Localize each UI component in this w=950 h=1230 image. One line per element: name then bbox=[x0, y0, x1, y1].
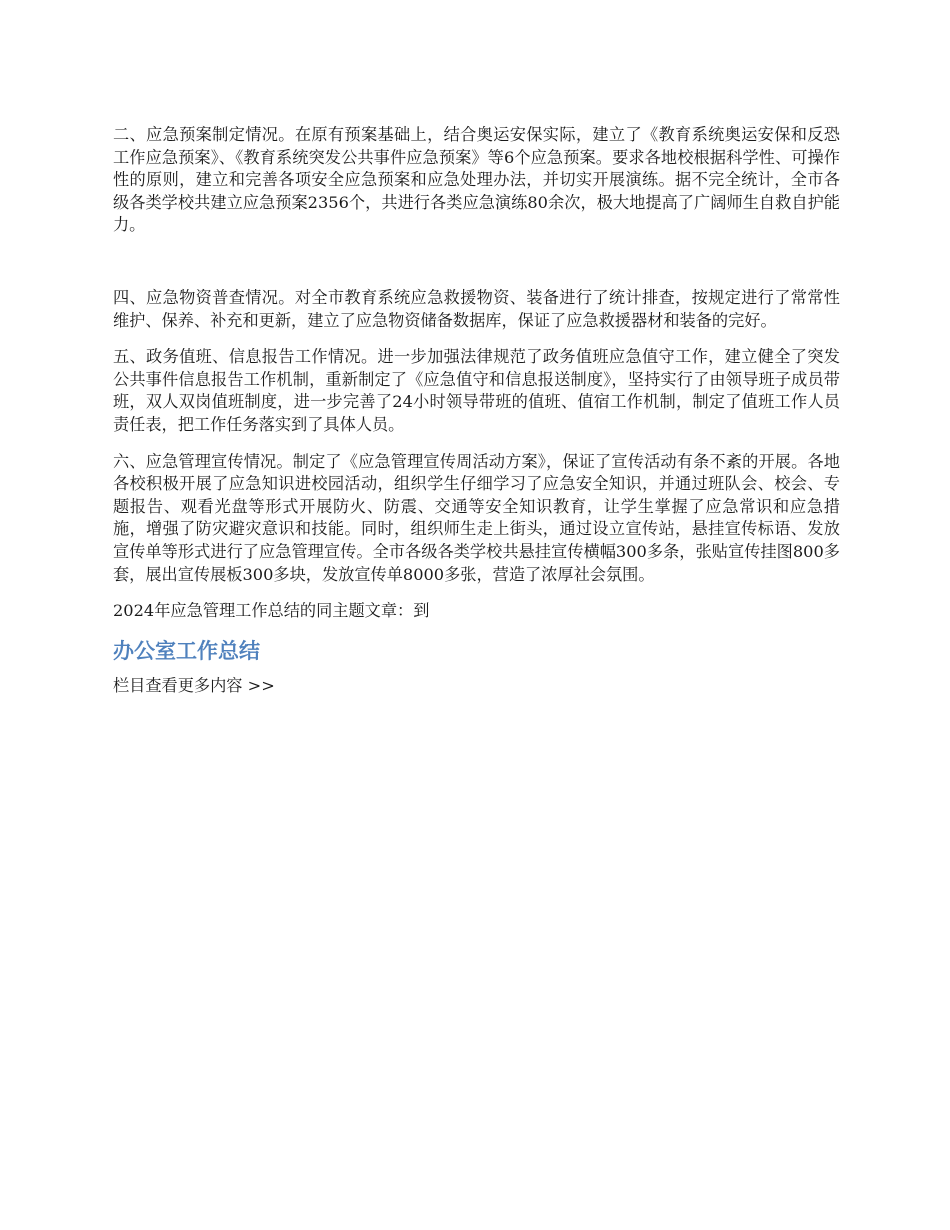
related-articles-section bbox=[113, 600, 840, 697]
paragraph-supplies-survey: 四、应急物资普查情况。对全市教育系统应急救援物资、装备进行了统计排查，按规定进行了常常性维护、保养、补充和更新，建立了应急物资储备数据库，保证了应急救援器材和装备的完好。 bbox=[113, 287, 840, 330]
paragraph-emergency-plans: 二、应急预案制定情况。在原有预案基础上，结合奥运安保实际，建立了《教育系统奥运安保和反恐工作应急预案》、《教育系统突发公共事件应急预案》等6个应急预案。要求各地校根据科学性、可操作性的原则，建立和完善各项安全应急预案和应急处理办法，并切实开展演练。据不完全统计，全市各级各类学校共建立应急预案2356个，共进行各类应急演练80余次，极大地提高了广阔师生自救自护能力。 bbox=[113, 125, 840, 235]
paragraph-duty-reporting: 五、政务值班、信息报告工作情况。进一步加强法律规范了政务值班应急值守工作，建立健全了突发公共事件信息报告工作机制，重新制定了《应急值守和信息报送制度》，坚持实行了由领导班子成员带班，双人双岗值班制度，进一步完善了24小时领导带班的值班、值宿工作机制，制定了值班工作人员责任表，把工作任务落实到了具体人员。 bbox=[113, 347, 840, 434]
document-body bbox=[113, 124, 840, 697]
category-link[interactable]: 办公室工作总结 bbox=[113, 638, 260, 663]
view-more-link[interactable]: 栏目查看更多内容 >> bbox=[113, 675, 275, 695]
related-intro: 2024年应急管理工作总结的同主题文章：到 bbox=[113, 601, 430, 621]
paragraph-publicity: 六、应急管理宣传情况。制定了《应急管理宣传周活动方案》，保证了宣传活动有条不紊的开展。各地各校积极开展了应急知识进校园活动，组织学生仔细学习了应急安全知识，并通过班队会、校会、专题报告、观看光盘等形式开展防火、防震、交通等安全知识教育，让学生掌握了应急常识和应急措施，增强了防灾避灾意识和技能。同时，组织师生走上街头，通过设立宣传站，悬挂宣传标语、发放宣传单等形式进行了应急管理宣传。全市各级各类学校共悬挂宣传横幅300多条，张贴宣传挂图800多套，展出宣传展板300多块，发放宣传单8000多张，营造了浓厚社会氛围。 bbox=[113, 451, 840, 584]
